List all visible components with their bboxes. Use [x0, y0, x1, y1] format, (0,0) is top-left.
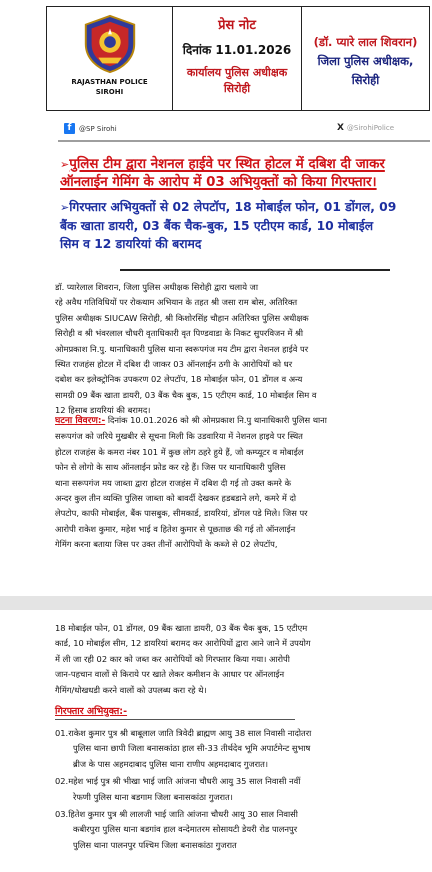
- facebook-handle: @SP Sirohi: [79, 124, 117, 133]
- facebook-link[interactable]: [64, 123, 117, 134]
- subhead-line3: सिम व 12 डायरियां की बरामद: [60, 237, 202, 251]
- incident-line: लेपटोप, काफी मोबाईल, बैंक पासबुक, सीमकार्ड, डायरियां, डोंगल पडे मिले। जिस पर: [55, 508, 308, 519]
- accused-line: ब्रीज के पास अहमदाबाद पुलिस थाना राणीप अहमदाबाद गुजरात।: [73, 758, 269, 769]
- office-line1: कार्यालय पुलिस अधीक्षक: [186, 66, 288, 79]
- subhead-divider: [120, 269, 390, 271]
- police-name: [71, 77, 147, 97]
- police-logo-cell: [47, 7, 173, 110]
- accused-line: 02.महेश भाई पुत्र श्री भीखा भाई जाति आंजना चौधरी आयु 35 साल निवासी नवीं: [55, 776, 301, 787]
- accused-heading-rule: [55, 719, 295, 720]
- intro-line: सिरोही व श्री भंवरलाल चौधरी वृताधिकारी वृत पिण्डवाडा के निकट सुपरविजन में श्री: [55, 328, 304, 339]
- x-link[interactable]: [337, 123, 394, 133]
- page-gap: [0, 596, 432, 610]
- x-handle: @SirohiPolice: [346, 124, 394, 132]
- intro-line: दबोश कर इलेक्ट्रोनिक उपकरण 02 लेपटॉप, 18 मोबाईल फोन, 01 डोंगल व अन्य: [55, 374, 303, 385]
- incident-line: थाना सरूपगंज मय जाब्ता द्वारा होटल राजहंस में दबिश दी गई तो उक्त कमरे के: [55, 477, 291, 488]
- accused-item: [55, 774, 428, 805]
- intro-line: रहे अवैध गतिविधियों पर रोकथाम अभियान के तहत श्री जसा राम बोस, अतिरिक्त: [55, 297, 298, 308]
- intro-line: ओमप्रकाश नि.पु. थानाधिकारी पुलिस थाना स्वरूपगंज मय टीम द्वारा नेशनल हाईवे पर: [55, 343, 309, 354]
- incident-line: फोन से लोगो के साथ ऑनलाईन फ्रोड कर रहे हैं। जिस पर थानाधिकारी पुलिस: [55, 462, 286, 473]
- intro-paragraph: [55, 280, 428, 419]
- intro-line: सामग्री 09 बैंक खाता डायरी, 03 बैंक चैक बुक, 15 एटीएम कार्ड, 10 मोबाईल सिम व: [55, 389, 317, 400]
- continuation-line: में ली जा रही 02 कार को जब्त कर आरोपियों को गिरफ्तार किया गया। आरोपी: [55, 653, 290, 664]
- arrow-icon: ➢: [60, 201, 70, 214]
- accused-line: पुलिस थाना पालनपुर पश्चिम जिला बनासकांठा गुजरात: [73, 839, 237, 850]
- letterhead: [46, 6, 430, 111]
- intro-line: 12 हिसाब डायरियां की बरामद।: [55, 405, 151, 416]
- officer-name: (डॉ. प्यारे लाल शिवरान): [313, 35, 418, 49]
- accused-line: कबीरपुरा पुलिस थाना बडगांव हाल वन्देमातरम सोसायटी डेयरी रोड पालनपुर: [73, 824, 298, 835]
- incident-line: सरूपगंज को जरिये मुखबीर से सूचना मिली कि उडवारिया में नेशनल हाइवे पर स्थित: [55, 431, 303, 442]
- accused-heading: गिरफ्तार अभियुक्त:-: [55, 706, 128, 717]
- office-name: [173, 65, 301, 97]
- rajasthan-police-emblem-icon: [79, 13, 141, 75]
- press-note-date: दिनांक 11.01.2026: [182, 43, 292, 57]
- accused-line: रेफणी पुलिस थाना बडगाम जिला बनासकांठा गुजरात।: [73, 791, 233, 802]
- incident-line: होटल राजहंस के कमरा नंबर 101 में कुछ लोग ठहरे हुये हैं, जो कम्प्यूटर व मोबाईल: [55, 446, 304, 457]
- press-note-page-2: [0, 610, 432, 872]
- subheadline: [60, 198, 432, 253]
- officer-place: सिरोही: [351, 73, 380, 87]
- officer-cell: [302, 7, 429, 110]
- continuation-paragraph: [55, 621, 428, 698]
- arrow-icon: ➢: [60, 158, 70, 171]
- subhead-line1: ➢गिरफ्तार अभियुक्तों से 02 लेपटॉप, 18 मोबाईल फोन, 01 डोंगल, 09: [60, 198, 432, 217]
- police-name-line2: SIROHI: [95, 88, 124, 96]
- continuation-line: जान-पहचान वालों से किराये पर खाते लेकर कमीशन के आधार पर ऑनलाईन: [55, 669, 285, 680]
- press-note-title: प्रेस नोट: [218, 18, 256, 33]
- intro-line: डॉ. प्यारेलाल शिवरान, जिला पुलिस अधीक्षक सिरोही द्वारा चलाये जा: [55, 282, 258, 292]
- incident-paragraph: [55, 413, 428, 553]
- press-note-cell: [173, 7, 302, 110]
- headline-line2: ऑनलाईन गेमिंग के आरोप में 03 अभियुक्तों को किया गिरफ्तार।: [60, 175, 377, 190]
- headline-line1: ➢पुलिस टीम द्वारा नेशनल हाईवे पर स्थित होटल में दबिश दी जाकर: [60, 157, 385, 172]
- social-bar: [64, 123, 394, 137]
- continuation-line: 18 मोबाईल फोन, 01 डोंगल, 09 बैंक खाता डायरी, 03 बैंक चैक बुक, 15 एटीएम: [55, 623, 308, 633]
- accused-line: 01.राकेश कुमार पुत्र श्री बाबूलाल जाति त्रिवेदी ब्राह्मण आयु 38 साल निवासी नादोतरा: [55, 728, 312, 738]
- headline: [60, 156, 432, 192]
- accused-item: [55, 807, 428, 853]
- intro-line: स्थित राजहंस होटल में दबिश दी जाकर 03 ऑनलाईन ठगी के आरोपियों को धर: [55, 359, 293, 370]
- subhead-line2: बैंक खाता डायरी, 03 बैंक चैक-बुक, 15 एटीएम कार्ड, 10 मोबाईल: [60, 219, 374, 233]
- incident-line: अन्दर कुल तीन व्यक्ति पुलिस जाब्ता को बावर्दी देखकर हडबडाने लगे, कमरे में दो: [55, 493, 297, 504]
- office-line2: सिरोही: [223, 82, 251, 95]
- facebook-icon: f: [64, 123, 75, 134]
- accused-line: 03.हितेश कुमार पुत्र श्री लालजी भाई जाति आंजना चौधरी आयु 30 साल निवासी: [55, 809, 298, 820]
- incident-line: घटना विवरण:- दिनांक 10.01.2026 को श्री ओमप्रकाश नि.पु थानाधिकारी पुलिस थाना: [55, 415, 327, 426]
- continuation-line: कार्ड, 10 मोबाईल सीम, 12 डायरियां बरामद कर आरोपियों द्वारा आने जाने में उपयोग: [55, 638, 311, 649]
- officer-title: जिला पुलिस अधीक्षक,: [317, 54, 414, 68]
- incident-line: आरोपी राकेश कुमार, महेश भाई व हितेश कुमार से पूछताछ की गई तो ऑनलाईन: [55, 523, 296, 534]
- continuation-line: गैमिंग/धोखधडी करने वालों को उपलब्ध करा रहे थे।: [55, 684, 207, 695]
- incident-label: घटना विवरण:-: [55, 416, 106, 426]
- police-name-line1: RAJASTHAN POLICE: [71, 78, 148, 86]
- accused-item: [55, 726, 428, 772]
- incident-line: गेमिंग करना बताया जिस पर उक्त तीनों आरोपियों के कब्जे से 02 लेपटॉप,: [55, 539, 278, 550]
- accused-line: पुलिस थाना छापी जिला बनासकांठा हाल सी-33 तीर्थदेव भूमि अपार्टमेन्ट सुभाष: [73, 743, 311, 754]
- x-icon: X: [336, 123, 344, 133]
- accused-list: [55, 726, 428, 855]
- intro-line: पुलिस अधीक्षक SIUCAW सिरोही, श्री किशोरसिंह चौहान अतिरिक्त पुलिस अधीक्षक: [55, 312, 309, 323]
- header-divider: [58, 140, 430, 142]
